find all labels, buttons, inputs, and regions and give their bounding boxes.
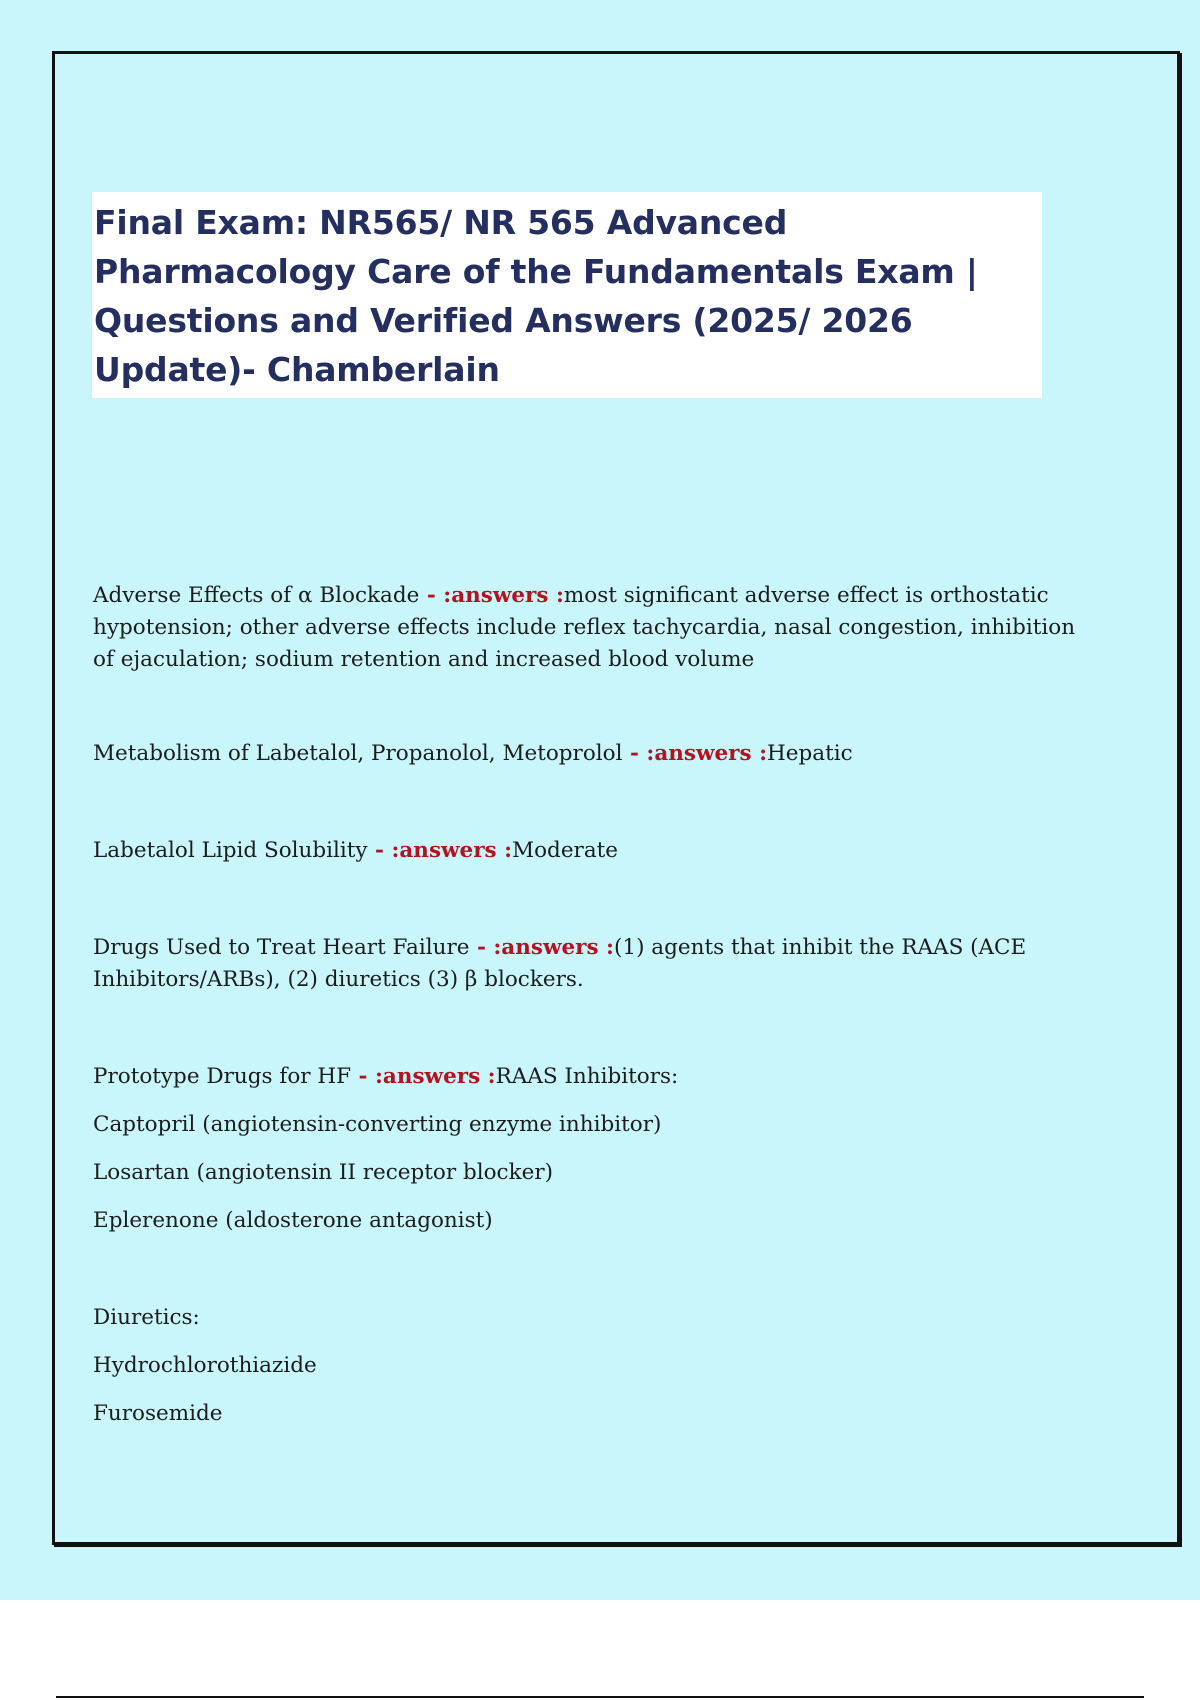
qa-answer: (1) agents that inhibit the RAAS (ACE Inhibitors/ARBs), (2) diuretics (3) β blockers.	[93, 935, 1027, 992]
qa-item	[93, 932, 1083, 996]
diuretics-heading: Diuretics:	[93, 1305, 200, 1330]
raas-list-item: Eplerenone (aldosterone antagonist)	[93, 1208, 493, 1233]
qa-content	[93, 530, 1083, 1430]
qa-item	[93, 835, 1083, 867]
answer-separator: - :answers :	[622, 741, 768, 766]
answer-separator: - :answers :	[367, 838, 513, 863]
diuretics-list-item: Hydrochlorothiazide	[93, 1353, 317, 1378]
qa-item	[93, 580, 1083, 676]
bottom-rule	[56, 1696, 1144, 1698]
qa-question: Adverse Effects of α Blockade	[93, 583, 420, 608]
diuretics-list-item: Furosemide	[93, 1401, 223, 1426]
qa-question: Prototype Drugs for HF	[93, 1064, 352, 1089]
qa-item	[93, 1061, 1083, 1093]
qa-question: Labetalol Lipid Solubility	[93, 838, 368, 863]
qa-answer: Hepatic	[767, 741, 853, 766]
qa-answer: RAAS Inhibitors:	[495, 1064, 679, 1089]
answer-separator: - :answers :	[419, 583, 564, 608]
title-box	[92, 192, 1042, 398]
qa-item	[93, 738, 1083, 770]
raas-list-item: Captopril (angiotensin-converting enzyme inhibitor)	[93, 1112, 662, 1137]
qa-question: Metabolism of Labetalol, Propanolol, Metoprolol	[93, 741, 623, 766]
document-title: Final Exam: NR565/ NR 565 Advanced Pharmacology Care of the Fundamentals Exam | Questions and Verified Answers (2025/ 2026 Update)- Chamberlain	[94, 203, 978, 389]
answer-separator: - :answers :	[469, 935, 614, 960]
qa-answer: Moderate	[512, 838, 618, 863]
qa-question: Drugs Used to Treat Heart Failure	[93, 935, 470, 960]
raas-list-item: Losartan (angiotensin II receptor blocker)	[93, 1160, 554, 1185]
answer-separator: - :answers :	[351, 1064, 496, 1089]
qa-answer: most significant adverse effect is orthostatic hypotension; other adverse effects include reflex tachycardia, nasal congestion, inhibition of ejaculation; sodium retention and increased blood volume	[93, 583, 1076, 672]
